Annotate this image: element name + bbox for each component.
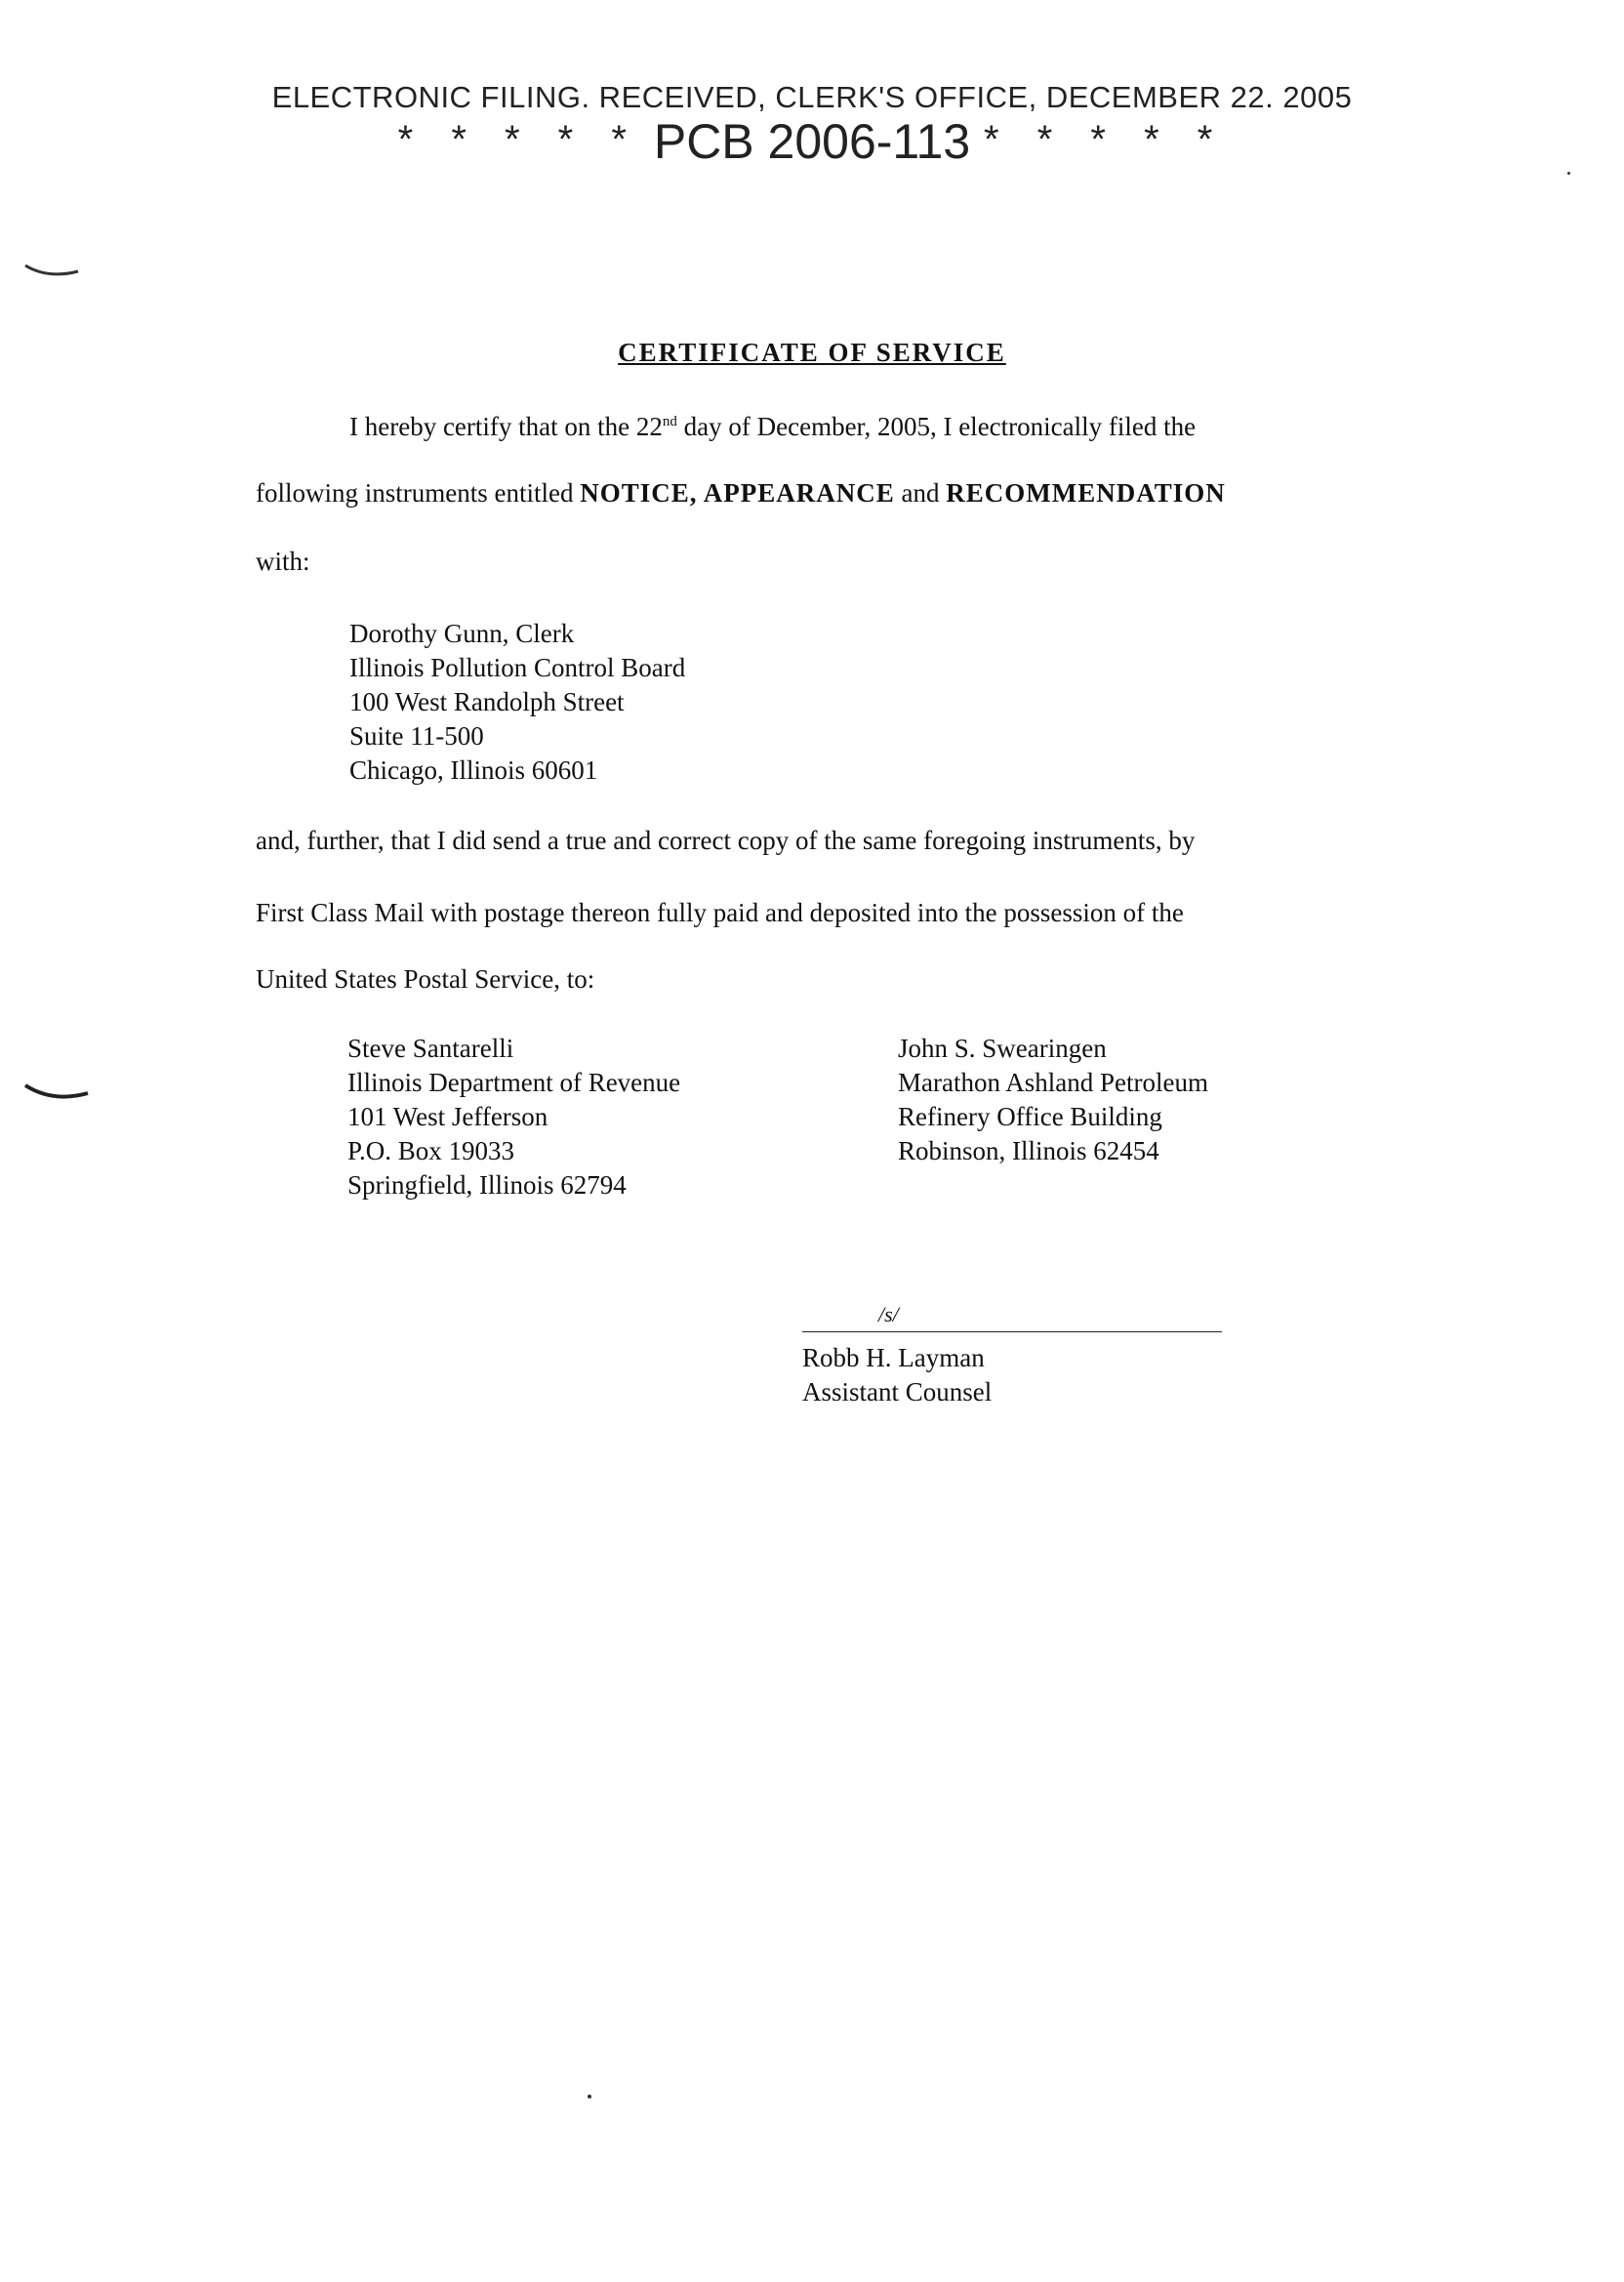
intro-text-b: day of December, 2005, I electronically filed the bbox=[676, 412, 1197, 441]
address-line: John S. Swearingen bbox=[898, 1034, 1107, 1063]
signer-name: Robb H. Layman bbox=[802, 1343, 985, 1372]
recipient-left-address bbox=[347, 1032, 680, 1202]
recipient-right-address bbox=[898, 1032, 1208, 1168]
intro-line-2 bbox=[256, 478, 1226, 509]
stamp-stars-left: * * * * * bbox=[397, 118, 640, 161]
service-line-2: First Class Mail with postage thereon fully paid and deposited into the possession of the bbox=[256, 898, 1184, 927]
address-line: 101 West Jefferson bbox=[347, 1102, 548, 1131]
page-title: CERTIFICATE OF SERVICE bbox=[618, 338, 1006, 367]
address-line: Suite 11-500 bbox=[349, 721, 484, 751]
intro-line-1 bbox=[256, 412, 1196, 442]
instrument-recommendation: RECOMMENDATION bbox=[946, 478, 1226, 508]
instrument-notice: NOTICE, APPEARANCE bbox=[580, 478, 895, 508]
address-line: Marathon Ashland Petroleum bbox=[898, 1068, 1208, 1097]
service-line-3: United States Postal Service, to: bbox=[256, 964, 595, 994]
service-line-1: and, further, that I did send a true and correct copy of the same foregoing instruments, by bbox=[256, 826, 1196, 855]
address-line: 100 West Randolph Street bbox=[349, 687, 625, 716]
address-line: Refinery Office Building bbox=[898, 1102, 1162, 1131]
case-number-stamp bbox=[0, 113, 1624, 170]
address-line: Dorothy Gunn, Clerk bbox=[349, 619, 575, 648]
intro-line-3: with: bbox=[256, 547, 310, 576]
address-line: Steve Santarelli bbox=[347, 1034, 514, 1063]
signature-line bbox=[802, 1302, 1222, 1332]
case-number: PCB 2006-113 bbox=[653, 114, 971, 169]
ordinal-suffix: nd bbox=[662, 414, 677, 429]
speck-mark-icon bbox=[588, 2095, 591, 2099]
speck-mark-icon bbox=[1567, 172, 1570, 175]
hole-punch-mark-icon bbox=[23, 1081, 92, 1105]
address-line: Robinson, Illinois 62454 bbox=[898, 1136, 1159, 1165]
intro-text-a: I hereby certify that on the 22 bbox=[349, 412, 663, 441]
filing-stamp-line: ELECTRONIC FILING. RECEIVED, CLERK'S OFFICE, DECEMBER 22. 2005 bbox=[271, 80, 1353, 114]
address-line: Chicago, Illinois 60601 bbox=[349, 755, 598, 785]
intro-prefix: following instruments entitled bbox=[256, 478, 581, 508]
intro-and: and bbox=[894, 478, 947, 508]
signer-title: Assistant Counsel bbox=[802, 1377, 993, 1406]
signature-mark: /s/ bbox=[878, 1302, 899, 1326]
address-line: Springfield, Illinois 62794 bbox=[347, 1170, 627, 1200]
address-line: P.O. Box 19033 bbox=[347, 1136, 515, 1165]
address-line: Illinois Pollution Control Board bbox=[349, 653, 686, 682]
signature-block bbox=[802, 1302, 1222, 1409]
stamp-stars-right: * * * * * bbox=[984, 118, 1227, 161]
clerk-address bbox=[349, 617, 685, 788]
hole-punch-mark-icon bbox=[23, 262, 82, 281]
address-line: Illinois Department of Revenue bbox=[347, 1068, 681, 1097]
